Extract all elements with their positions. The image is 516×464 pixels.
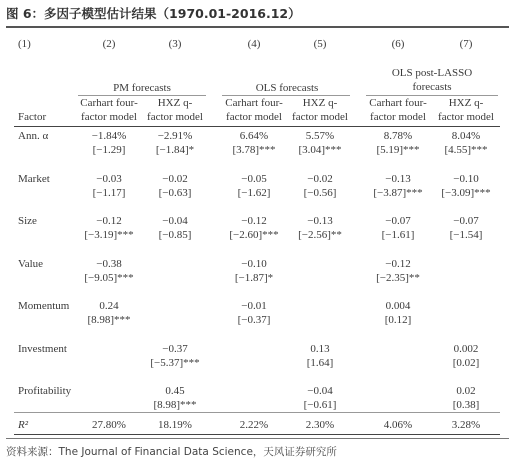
group-header: OLS forecasts (255, 82, 319, 94)
coef-value: −0.02 (307, 172, 333, 185)
model-header: Carhart four- (225, 97, 283, 109)
t-stat: [−1.29] (92, 144, 126, 156)
t-stat: [3.04]*** (298, 144, 342, 156)
coef-value: −0.04 (307, 385, 333, 397)
model-header: factor model (226, 111, 282, 123)
group-header: OLS post-LASSO (391, 67, 473, 79)
figure-title: 图 6：多因子模型估计结果（1970.01-2016.12） (6, 6, 301, 21)
group-underline (78, 95, 206, 96)
column-number: (4) (247, 38, 261, 50)
model-header: HXZ q- (157, 97, 193, 109)
r2-top-rule (14, 412, 500, 413)
coef-value: −0.12 (96, 215, 122, 227)
t-stat: [−9.05]*** (84, 271, 134, 284)
column-number: (2) (102, 38, 116, 50)
model-header: Carhart four- (369, 97, 427, 109)
model-header: HXZ q- (302, 97, 338, 109)
coef-value: −2.91% (157, 130, 193, 142)
model-header: factor model (147, 111, 203, 123)
model-header: factor model (438, 111, 494, 123)
column-number: (3) (168, 38, 182, 50)
coef-value: −0.10 (453, 172, 479, 185)
t-stat: [−0.63] (158, 186, 192, 199)
t-stat: [−1.62] (237, 186, 271, 199)
coef-value: −0.07 (385, 215, 411, 227)
coef-value: −0.05 (241, 172, 267, 185)
coef-value: −0.38 (96, 257, 122, 270)
t-stat: [−1.84]* (155, 144, 195, 156)
r2-value: 2.30% (305, 419, 335, 431)
t-stat: [−0.37] (237, 314, 271, 326)
r2-value: 18.19% (158, 419, 192, 431)
row-label: Investment (18, 342, 67, 355)
model-header: factor model (370, 111, 426, 123)
t-stat: [−1.61] (381, 229, 415, 241)
row-label: Profitability (18, 385, 72, 397)
t-stat: [8.98]*** (153, 399, 197, 411)
column-number: (5) (313, 38, 327, 50)
group-underline (222, 95, 350, 96)
coef-value: 0.45 (165, 385, 185, 397)
coef-value: −0.01 (241, 300, 267, 312)
t-stat: [−0.56] (303, 186, 337, 199)
r2-value: 27.80% (92, 419, 126, 431)
table-bottom-rule (14, 434, 500, 435)
t-stat: [0.38] (452, 399, 480, 411)
group-header: forecasts (412, 81, 452, 93)
coef-value: −0.37 (162, 342, 188, 355)
t-stat: [−3.09]*** (441, 186, 491, 199)
header-rule (14, 126, 500, 127)
t-stat: [−2.60]*** (229, 229, 279, 241)
t-stat: [4.55]*** (444, 144, 488, 156)
t-stat: [0.12] (384, 314, 412, 326)
coef-value: −0.13 (307, 215, 333, 227)
r2-value: 2.22% (239, 419, 269, 431)
t-stat: [−5.37]*** (150, 356, 200, 369)
t-stat: [8.98]*** (87, 314, 131, 326)
r2-label: R² (18, 419, 29, 431)
coef-value: 6.64% (239, 130, 269, 142)
r2-value: 3.28% (451, 419, 481, 431)
coef-value: −0.04 (162, 215, 188, 227)
t-stat: [3.78]*** (232, 144, 276, 156)
t-stat: [−1.54] (449, 229, 483, 241)
t-stat: [1.64] (306, 356, 334, 369)
coef-value: −0.02 (162, 172, 188, 185)
column-number: (6) (391, 38, 405, 50)
model-header: HXZ q- (448, 97, 484, 109)
t-stat: [−1.17] (92, 186, 126, 199)
row-label: Value (18, 257, 44, 270)
t-stat: [−0.85] (158, 229, 192, 241)
source-note: 资料来源：The Journal of Financial Data Science，天风证券研究所 (6, 446, 337, 458)
column-number: (7) (459, 38, 473, 50)
row-label: Momentum (18, 300, 70, 312)
t-stat: [−3.19]*** (84, 229, 134, 241)
row-label: Market (18, 172, 50, 185)
coef-value: 8.04% (451, 130, 481, 142)
coef-value: 5.57% (305, 130, 335, 142)
t-stat: [−2.56]** (298, 229, 342, 241)
row-label: Ann. α (18, 130, 49, 142)
t-stat: [−0.61] (303, 399, 337, 411)
coef-value: 8.78% (383, 130, 413, 142)
top-rule (6, 26, 509, 28)
t-stat: [−2.35]** (376, 271, 420, 284)
group-header: PM forecasts (113, 82, 171, 94)
coef-value: −0.12 (385, 257, 411, 270)
model-header: factor model (292, 111, 348, 123)
group-underline (366, 95, 498, 96)
coef-value: 0.004 (385, 300, 411, 312)
factor-header: Factor (18, 111, 47, 123)
t-stat: [−3.87]*** (373, 186, 423, 199)
coef-value: −0.10 (241, 257, 267, 270)
t-stat: [0.02] (452, 356, 480, 369)
coef-value: 0.002 (453, 342, 479, 355)
column-number: (1) (18, 38, 31, 50)
t-stat: [−1.87]* (234, 271, 274, 284)
coef-value: −1.84% (91, 130, 127, 142)
coef-value: −0.12 (241, 215, 267, 227)
row-label: Size (18, 215, 37, 227)
coef-value: 0.24 (99, 300, 119, 312)
t-stat: [5.19]*** (376, 144, 420, 156)
coef-value: −0.07 (453, 215, 479, 227)
coef-value: 0.13 (310, 342, 330, 355)
bottom-rule (6, 438, 509, 439)
r2-value: 4.06% (383, 419, 413, 431)
coef-value: −0.13 (385, 172, 411, 185)
model-header: factor model (81, 111, 137, 123)
coef-value: 0.02 (456, 385, 476, 397)
model-header: Carhart four- (80, 97, 138, 109)
coef-value: −0.03 (96, 172, 122, 185)
